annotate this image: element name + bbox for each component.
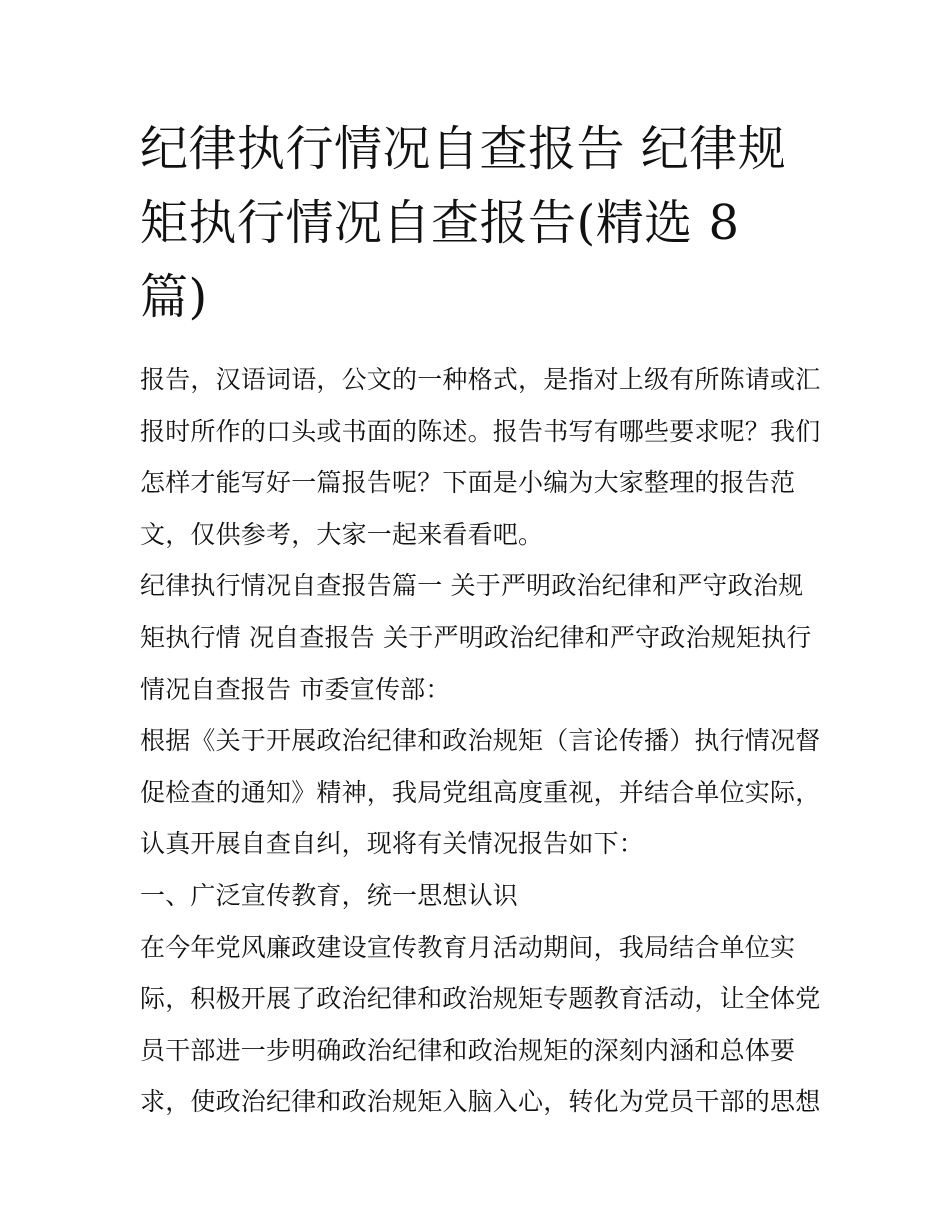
- body-line: 求，使政治纪律和政治规矩入脑入心，转化为党员干部的思想: [140, 1087, 821, 1117]
- body-line: 员干部进一步明确政治纪律和政治规矩的深刻内涵和总体要: [140, 1035, 796, 1065]
- subheading-line: 一、广泛宣传教育，统一思想认识: [140, 880, 519, 910]
- body-line: 促检查的通知》精神，我局党组高度重视，并结合单位实际，: [140, 777, 821, 807]
- body-line: 在今年党风廉政建设宣传教育月活动期间，我局结合单位实: [140, 932, 796, 962]
- title-line: 矩执行情况自查报告(精选 8: [140, 195, 740, 251]
- body-line: 怎样才能写好一篇报告呢？下面是小编为大家整理的报告范: [140, 468, 796, 498]
- title-line: 篇): [140, 269, 208, 325]
- body-line: 认真开展自查自纠，现将有关情况报告如下：: [140, 829, 645, 859]
- body-line: 报告，汉语词语，公文的一种格式，是指对上级有所陈请或汇: [140, 365, 821, 394]
- document-title: [140, 112, 820, 334]
- body-line: 报时所作的口头或书面的陈述。报告书写有哪些要求呢？我们: [140, 416, 821, 446]
- section-heading-line: 矩执行情 况自查报告 关于严明政治纪律和严守政治规矩执行: [140, 622, 812, 652]
- title-line: 纪律执行情况自查报告 纪律规: [140, 121, 787, 177]
- body-line: 文，仅供参考，大家一起来看看吧。: [140, 519, 544, 549]
- body-line: 际，积极开展了政治纪律和政治规矩专题教育活动，让全体党: [140, 984, 821, 1014]
- document-body: [140, 354, 821, 1128]
- section-heading-line: 纪律执行情况自查报告篇一 关于严明政治纪律和严守政治规: [140, 571, 804, 601]
- body-line: 根据《关于开展政治纪律和政治规矩（言论传播）执行情况督: [140, 726, 821, 756]
- section-heading-line: 情况自查报告 市委宣传部：: [140, 674, 451, 704]
